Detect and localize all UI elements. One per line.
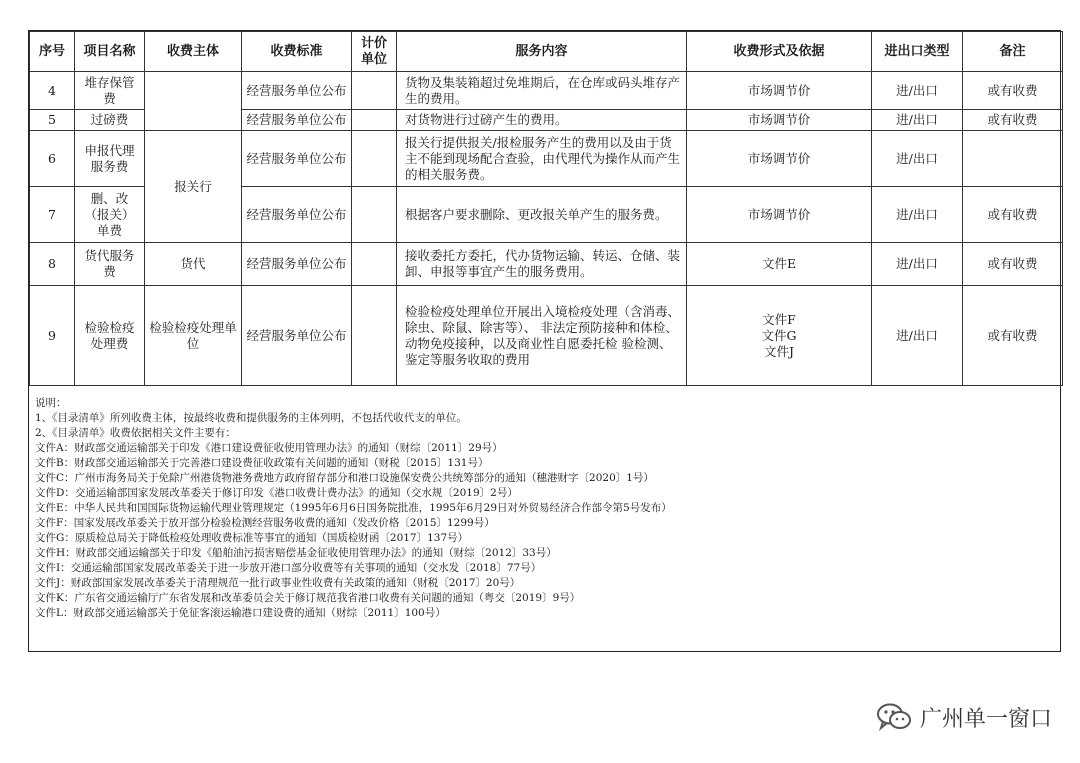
reference-doc-line: 文件B：财政部交通运输部关于完善港口建设费征收政策有关问题的通知（财税〔2015〕131号） xyxy=(35,457,489,469)
io-type: 进/出口 xyxy=(872,72,963,110)
fee-standard: 经营服务单位公布 xyxy=(242,72,352,110)
item-name: 货代服务费 xyxy=(75,243,145,286)
row-number: 7 xyxy=(30,187,75,243)
header-cell: 收费主体 xyxy=(145,32,242,72)
item-name: 申报代理服务费 xyxy=(75,131,145,187)
fee-subject: 检验检疫处理单位 xyxy=(145,286,242,386)
fee-basis: 市场调节价 xyxy=(687,187,872,243)
header-cell: 序号 xyxy=(30,32,75,72)
note-line: 1、《目录清单》所列收费主体，按最终收费和提供服务的主体列明，不包括代收代支的单位。 xyxy=(35,412,467,424)
header-cell: 备注 xyxy=(963,32,1063,72)
remark: 或有收费 xyxy=(963,72,1063,110)
header-cell: 项目名称 xyxy=(75,32,145,72)
fee-standard: 经营服务单位公布 xyxy=(242,131,352,187)
fee-standard: 经营服务单位公布 xyxy=(242,243,352,286)
pricing-unit xyxy=(352,72,397,110)
fee-subject: 报关行 xyxy=(145,131,242,243)
watermark-text: 广州单一窗口 xyxy=(919,706,1052,732)
fee-table-region xyxy=(29,31,1060,386)
fee-basis: 文件E xyxy=(687,243,872,286)
reference-doc-line: 文件A：财政部交通运输部关于印发《港口建设费征收使用管理办法》的通知（财综〔2011〕29号） xyxy=(35,442,503,454)
table-row xyxy=(30,131,1063,187)
header-cell: 收费标准 xyxy=(242,32,352,72)
io-type: 进/出口 xyxy=(872,286,963,386)
service-content: 对货物进行过磅产生的费用。 xyxy=(397,110,687,131)
fee-standard: 经营服务单位公布 xyxy=(242,286,352,386)
io-type: 进/出口 xyxy=(872,131,963,187)
fee-table xyxy=(29,31,1063,386)
remark xyxy=(963,131,1063,187)
header-cell: 进出口类型 xyxy=(872,32,963,72)
reference-doc-line: 文件C：广州市海务局关于免除广州港货物港务费地方政府留存部分和港口设施保安费公共统筹部分的通知（穗港财字〔2020〕1号） xyxy=(35,472,654,484)
service-content: 报关行提供报关/报检服务产生的费用以及由于货主不能到现场配合查验，由代理代为操作从而产生的相关服务费。 xyxy=(397,131,687,187)
fee-subject: 货代 xyxy=(145,243,242,286)
service-content: 检验检疫处理单位开展出入境检疫处理（含消毒、除虫、除鼠、除害等）、 非法定预防接种和体检、动物免疫接种，以及商业性自愿委托检 验检测、鉴定等服务收取的费用 xyxy=(397,286,687,386)
service-content: 根据客户要求删除、更改报关单产生的服务费。 xyxy=(397,187,687,243)
item-name: 删、改（报关）单费 xyxy=(75,187,145,243)
service-content: 接收委托方委托，代办货物运输、转运、仓储、装卸、申报等事宜产生的服务费用。 xyxy=(397,243,687,286)
pricing-unit xyxy=(352,131,397,187)
reference-doc-line: 文件J：财政部国家发展改革委关于清理规范一批行政事业性收费有关政策的通知（财税〔2017〕20号） xyxy=(35,577,521,589)
reference-doc-line: 文件L：财政部交通运输部关于免征客滚运输港口建设费的通知（财综〔2011〕100号） xyxy=(35,607,446,619)
item-name: 堆存保管费 xyxy=(75,72,145,110)
fee-basis: 市场调节价 xyxy=(687,72,872,110)
reference-doc-line: 文件F：国家发展改革委关于放开部分检验检测经营服务收费的通知（发改价格〔2015〕1299号） xyxy=(35,517,495,529)
fee-list-document xyxy=(28,30,1061,652)
item-name: 检验检疫处理费 xyxy=(75,286,145,386)
pricing-unit xyxy=(352,110,397,131)
reference-doc-line: 文件H：财政部交通运输部关于印发《船舶油污损害赔偿基金征收使用管理办法》的通知（财综〔2012〕33号） xyxy=(35,547,557,559)
reference-doc-line: 文件D：交通运输部国家发展改革委关于修订印发《港口收费计费办法》的通知（交水规〔2019〕2号） xyxy=(35,487,518,499)
fee-standard: 经营服务单位公布 xyxy=(242,110,352,131)
fee-basis: 文件F 文件G 文件J xyxy=(687,286,872,386)
remark: 或有收费 xyxy=(963,110,1063,131)
row-number: 5 xyxy=(30,110,75,131)
table-header-row xyxy=(30,32,1063,72)
reference-doc-line: 文件K：广东省交通运输厅广东省发展和改革委员会关于修订规范我省港口收费有关问题的通知（粤交〔2019〕9号） xyxy=(35,592,581,604)
header-cell: 收费形式及依据 xyxy=(687,32,872,72)
fee-standard: 经营服务单位公布 xyxy=(242,187,352,243)
header-cell: 服务内容 xyxy=(397,32,687,72)
reference-doc-line: 文件G：原质检总局关于降低检疫处理收费标准等事宜的通知（国质检财函〔2017〕137号） xyxy=(35,532,469,544)
pricing-unit xyxy=(352,286,397,386)
pricing-unit xyxy=(352,187,397,243)
row-number: 4 xyxy=(30,72,75,110)
fee-basis: 市场调节价 xyxy=(687,131,872,187)
fee-basis: 市场调节价 xyxy=(687,110,872,131)
service-content: 货物及集装箱超过免堆期后，在仓库或码头堆存产生的费用。 xyxy=(397,72,687,110)
remark: 或有收费 xyxy=(963,187,1063,243)
reference-doc-line: 文件I：交通运输部国家发展改革委关于进一步放开港口部分收费等有关事项的通知（交水发〔2018〕77号） xyxy=(35,562,542,574)
io-type: 进/出口 xyxy=(872,243,963,286)
remark: 或有收费 xyxy=(963,243,1063,286)
table-row xyxy=(30,243,1063,286)
item-name: 过磅费 xyxy=(75,110,145,131)
remark: 或有收费 xyxy=(963,286,1063,386)
io-type: 进/出口 xyxy=(872,110,963,131)
io-type: 进/出口 xyxy=(872,187,963,243)
row-number: 9 xyxy=(30,286,75,386)
header-cell: 计价单位 xyxy=(352,32,397,72)
row-number: 8 xyxy=(30,243,75,286)
notes-section xyxy=(29,386,1060,621)
table-row xyxy=(30,286,1063,386)
watermark xyxy=(876,700,1052,734)
reference-doc-line: 文件E：中华人民共和国国际货物运输代理业管理规定（1995年6月6日国务院批准，1995年6月29日对外贸易经济合作部令第5号发布） xyxy=(35,502,672,514)
pricing-unit xyxy=(352,243,397,286)
note-line: 2、《目录清单》收费依据相关文件主要有： xyxy=(35,427,236,439)
table-row xyxy=(30,72,1063,110)
wechat-icon xyxy=(876,702,912,732)
notes-heading: 说明： xyxy=(35,397,67,409)
row-number: 6 xyxy=(30,131,75,187)
fee-subject xyxy=(145,72,242,131)
